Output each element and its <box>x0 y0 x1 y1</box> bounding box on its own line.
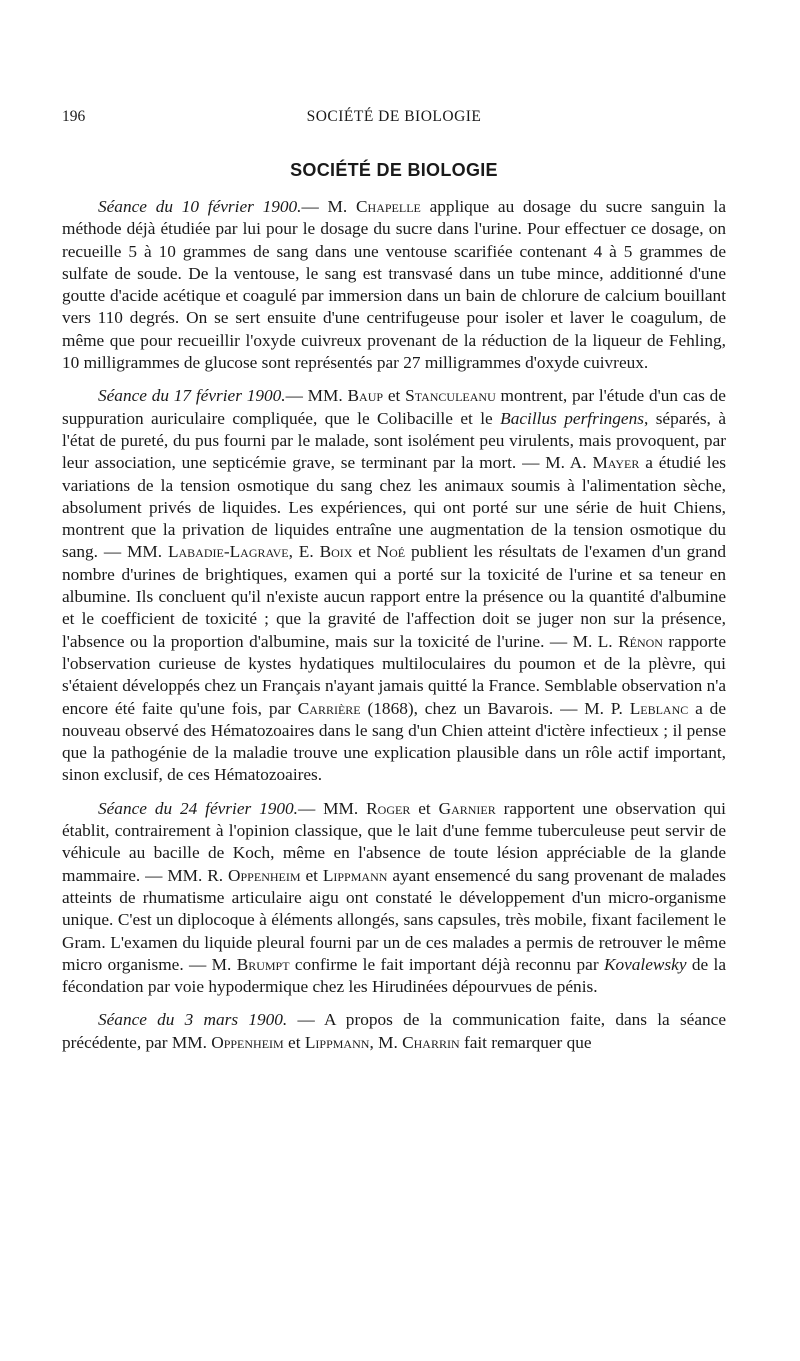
text-run: montrent, par l'étude d'un cas de suppuration auriculaire compliquée, que le Colibacille et le <box>62 386 726 428</box>
author-name: Baup <box>347 386 384 406</box>
author-name: Stanculeanu <box>405 386 496 406</box>
paragraph-seance-17-fevrier <box>62 385 726 786</box>
text-run: rapportent une observation qui établit, contrairement à l'opinion classique, que le lait d'une femme tuberculeuse peut servir de véhicule au bacille de Koch, même en l'absence de toute lésion appréciable de la glande mammaire. — MM. R. <box>62 798 726 885</box>
text-run: confirme le fait important déjà reconnu par <box>289 954 604 974</box>
text-run: publient les résultats de l'examen d'un grand nombre d'urines de brightiques, examen qui a porté sur la toxicité de l'urine et sa teneur en albumine. Ils concluent qu'il n'existe aucun rapport entre la présence ou la quantité d'albumine et le coefficient de toxicité ; que la gravité de l'affection doit se juger non sur la présence, l'absence ou la proportion d'albumine, mais sur la toxicité de l'urine. — M. L. <box>62 542 726 651</box>
author-name: Rénon <box>618 631 663 651</box>
author-name: Garnier <box>438 798 496 818</box>
text-run: et <box>283 1032 305 1052</box>
article-body <box>62 196 726 1054</box>
seance-date: Séance du 3 mars 1900. <box>98 1010 288 1030</box>
author-name: Oppenheim <box>211 1032 284 1052</box>
text-run: rapporte l'observation curieuse de kystes hydatiques multiloculaires du poumon et de la plèvre, qui s'étaient développés chez un Français n'ayant jamais quitté la France. Semblable observation n'a encore été faite qu'une fois, par <box>62 631 726 718</box>
text-run: (1868), chez un Bavarois. — M. P. <box>360 698 630 718</box>
text-run: a de nouveau observé des Hématozoaires dans le sang d'un Chien atteint d'ictère infectieux ; il pense que la pathogénie de la maladie trouve une explication plausible dans un rôle actif important, sinon exclusif, de ces Hématozoaires. <box>62 698 726 785</box>
author-name: Mayer <box>592 453 640 473</box>
author-name: Oppenheim <box>228 865 301 885</box>
seance-date: Séance du 24 février 1900. <box>98 798 298 818</box>
author-name: Carrière <box>297 698 361 718</box>
text-run: et <box>300 865 323 885</box>
text-run: — MM. <box>298 798 367 818</box>
paragraph-seance-3-mars <box>62 1009 726 1054</box>
text-run: et <box>383 386 406 406</box>
text-run: et <box>352 542 377 562</box>
author-name: Lippmann <box>322 865 388 885</box>
author-name: Lippmann <box>304 1032 370 1052</box>
author-italic: Kovalewsky <box>603 954 687 974</box>
text-run: , M. <box>369 1032 403 1052</box>
species-name: Bacillus perfringens <box>500 408 644 428</box>
text-run: et <box>410 798 439 818</box>
text-run: de la fécondation par voie hypodermique chez les Hirudinées dépourvues de pénis. <box>62 954 726 997</box>
text-run: — A propos de la communication faite, dans la séance précédente, par MM. <box>62 1010 726 1052</box>
text-run: applique au dosage du sucre sanguin la méthode déjà étudiée par lui pour le dosage du sucre dans l'urine. Pour effectuer ce dosage, on recueille 5 à 10 grammes de sang dans une ventouse scarifiée contenant 4 à 5 grammes de sulfate de soude. De la ventouse, le sang est transvasé dans un tube mince, additionné d'une goutte d'acide acétique et coagulé par immersion dans un bain de chlorure de calcium bouillant vers 110 degrés. On se sert ensuite d'une centrifugeuse pour isoler et laver le coagulum, de même que pour recueillir l'oxyde cuivreux provenant de la réduction de la liqueur de Fehling, 10 milligrammes de glucose sont représentés par 27 milligrammes d'oxyde cuivreux. <box>62 197 726 373</box>
author-name: Labadie-Lagrave <box>167 542 289 562</box>
running-header <box>62 104 726 130</box>
author-name: Boix <box>319 542 353 562</box>
author-name: Leblanc <box>629 698 689 718</box>
text-run: fait remarquer que <box>459 1032 592 1052</box>
paragraph-seance-24-fevrier <box>62 798 726 999</box>
page-number: 196 <box>62 108 86 125</box>
author-name: Charrin <box>402 1032 460 1052</box>
text-run: a étudié les variations de la tension osmotique du sang chez les animaux soumis à l'alimentation sèche, absolument privés de liquides. Les expériences, qui ont porté sur une série de huit Chiens, montrent que la privation de liquides entraîne une augmentation de la tension osmotique du sang. — MM. <box>62 453 727 562</box>
author-name: Brumpt <box>236 954 290 974</box>
section-title: SOCIÉTÉ DE BIOLOGIE <box>290 160 498 180</box>
author-name: Roger <box>366 798 411 818</box>
text-run: , E. <box>288 542 320 562</box>
text-run: — M. <box>301 197 356 216</box>
text-run: — MM. <box>285 386 348 406</box>
text-run: ayant ensemencé du sang provenant de malades atteints de rhumatisme articulaire aigu ont constaté le développement d'un micro-organisme unique. C'est un diplocoque à éléments allongés, sans capsules, très mobile, fixant facilement le Gram. L'examen du liquide pleural fourni par un de ces malades a permis de retrouver le même micro organisme. — M. <box>62 865 726 974</box>
paragraph-seance-10-fevrier <box>62 196 726 374</box>
seance-date: Séance du 17 février 1900. <box>98 386 286 406</box>
running-title: SOCIÉTÉ DE BIOLOGIE <box>306 108 482 125</box>
text-run: , séparés, à l'état de pureté, du pus fourni par le malade, sont isolément peu virulents, mais provoquent, par leur association, une septicémie grave, se terminant par la mort. — M. A. <box>62 408 726 473</box>
author-name: Noé <box>376 542 406 562</box>
author-name: Chapelle <box>356 197 421 216</box>
seance-date: Séance du 10 février 1900. <box>98 197 302 216</box>
